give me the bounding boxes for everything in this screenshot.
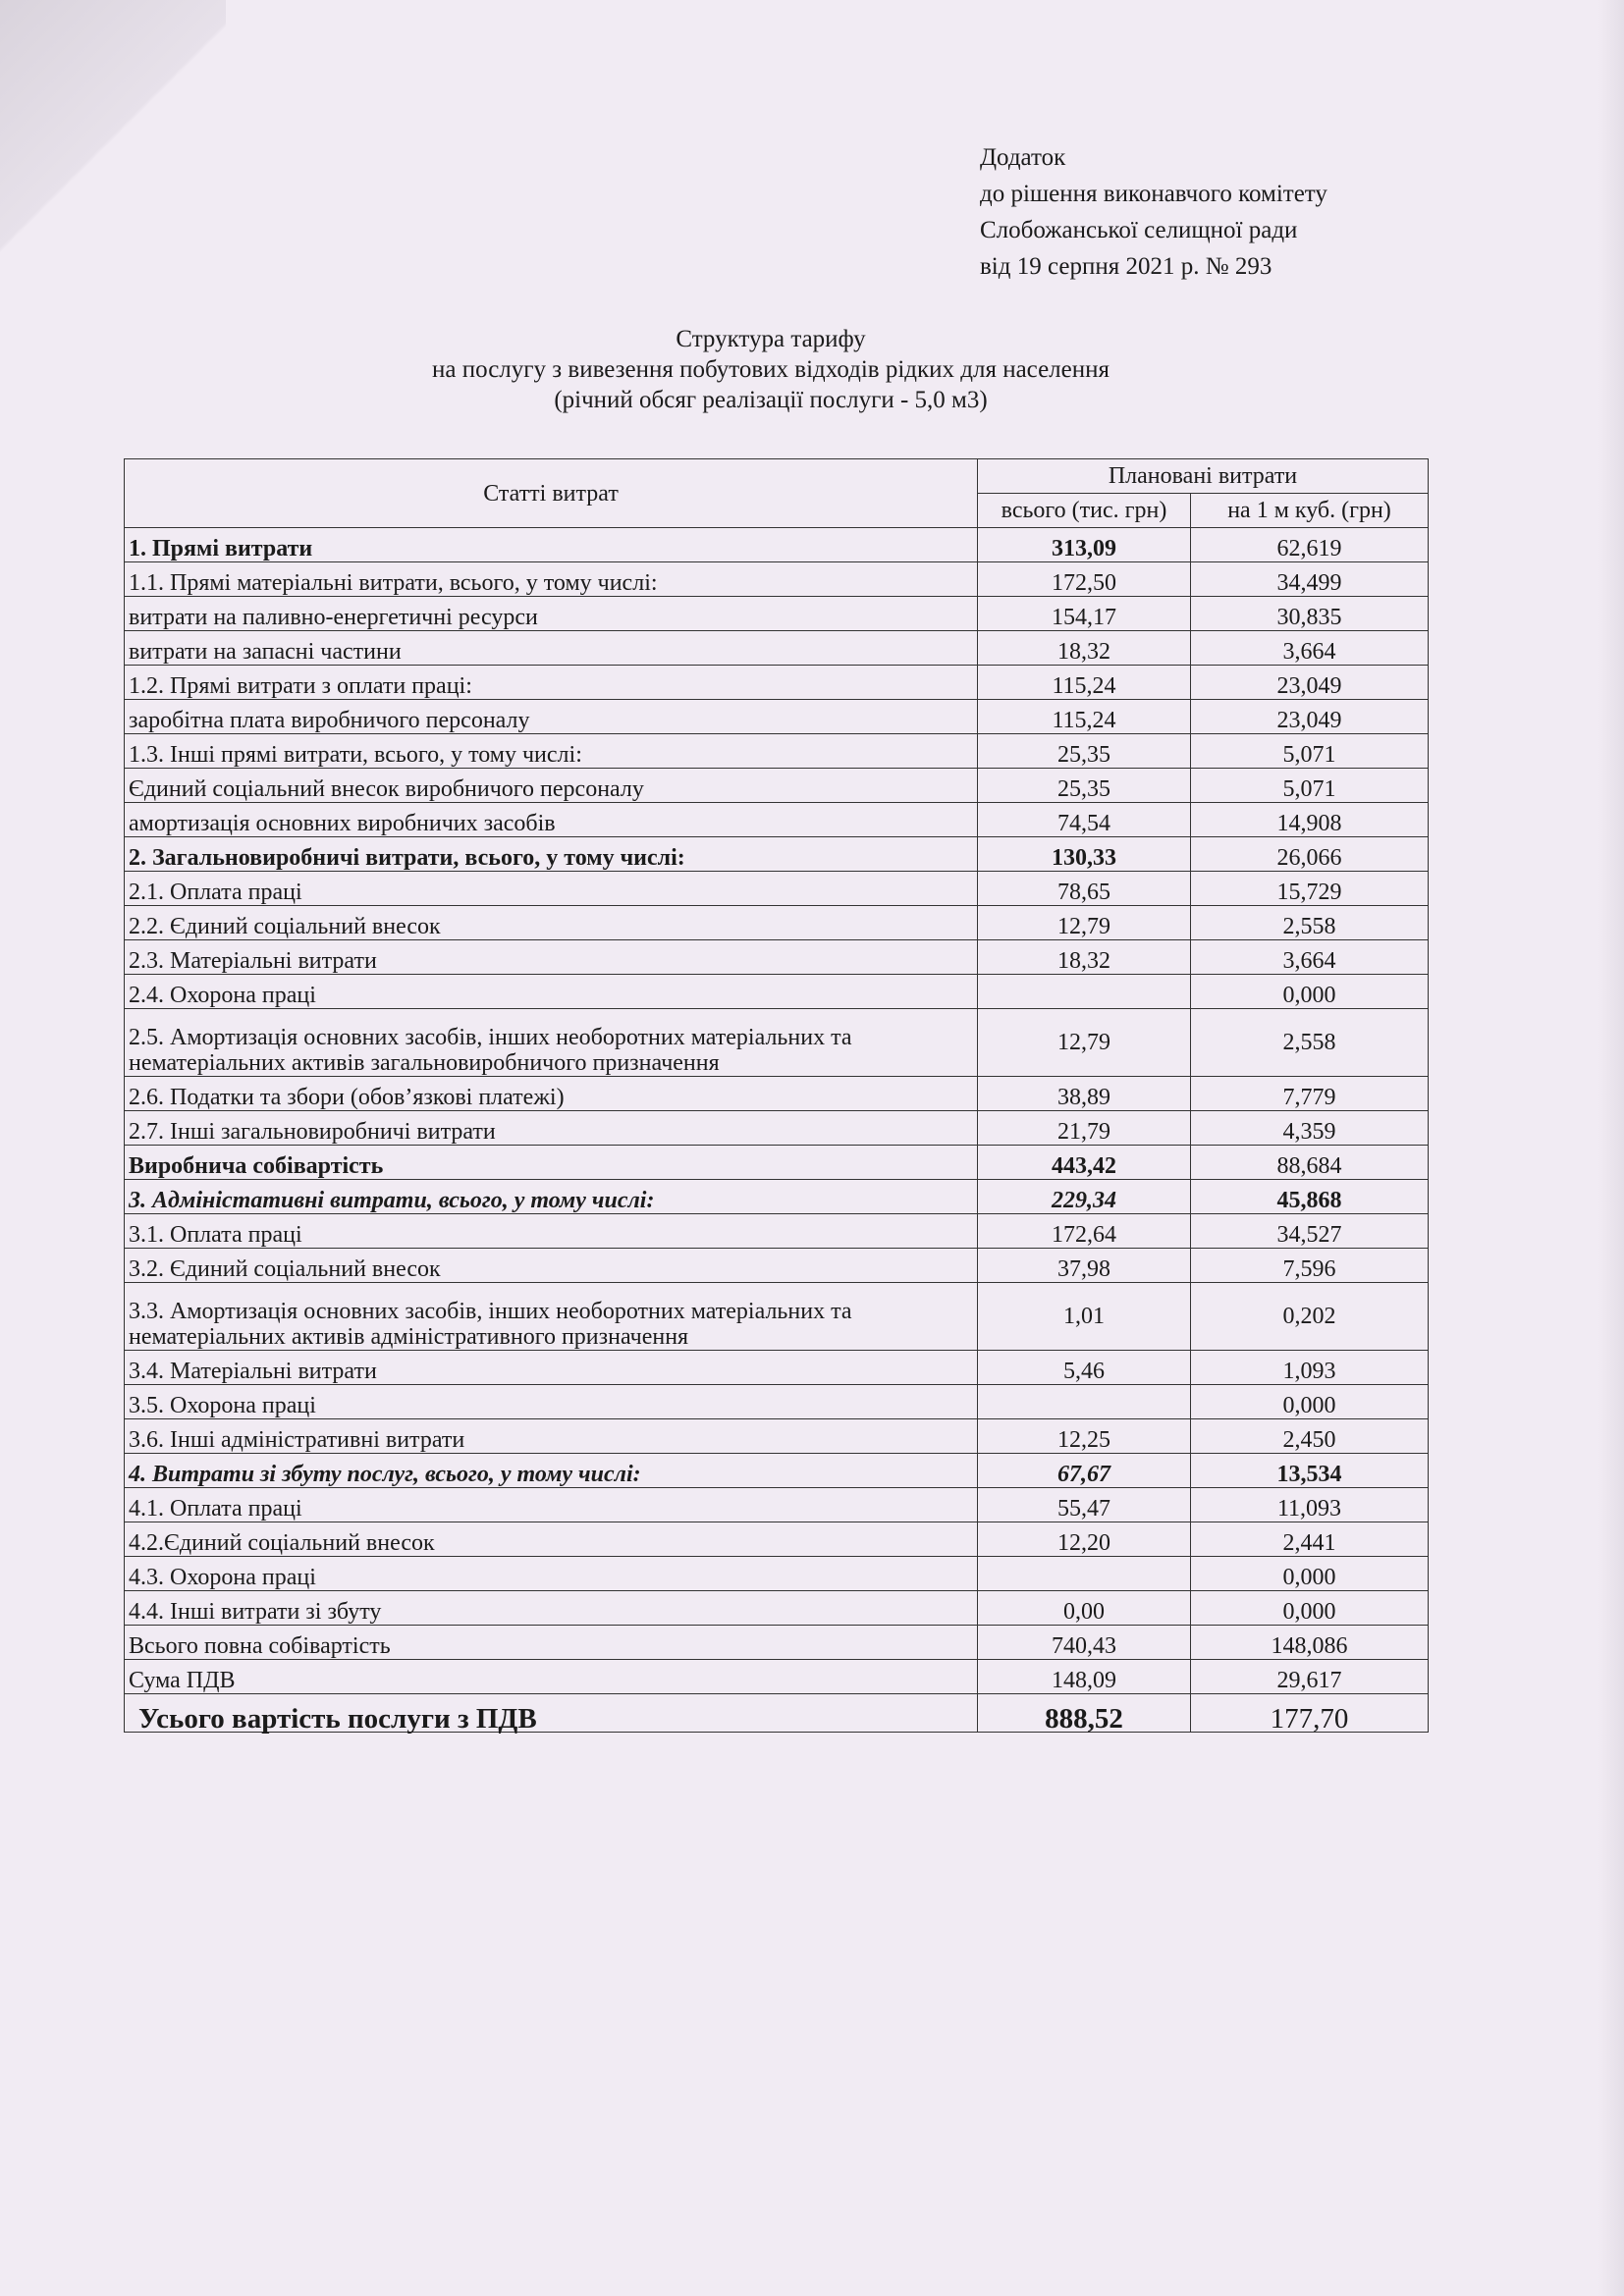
table-row [125,1146,1429,1180]
header-planned-costs: Плановані витрати [978,459,1429,494]
table-row [125,1180,1429,1214]
row-label: 1.2. Прямі витрати з оплати праці: [125,666,978,700]
row-label: 1. Прямі витрати [125,528,978,562]
table-row [125,1111,1429,1146]
row-label: 3.5. Охорона праці [125,1385,978,1419]
title-line-3: (річний обсяг реалізації послуги - 5,0 м3) [554,387,988,413]
row-total: 21,79 [978,1111,1191,1146]
row-total: 38,89 [978,1077,1191,1111]
row-label: 2.4. Охорона праці [125,975,978,1009]
appendix-line-2: до рішення виконавчого комітету [980,181,1327,207]
row-total: 172,50 [978,562,1191,597]
row-label: 3. Адміністативні витрати, всього, у тому числі: [125,1180,978,1214]
row-per-m3: 2,558 [1191,906,1429,940]
table-row [125,734,1429,769]
table-row [125,631,1429,666]
table-row [125,1283,1429,1351]
row-per-m3: 1,093 [1191,1351,1429,1385]
table-row [125,1454,1429,1488]
row-total: 115,24 [978,700,1191,734]
table-row [125,975,1429,1009]
row-per-m3: 0,000 [1191,975,1429,1009]
table-row [125,1385,1429,1419]
row-total: 0,00 [978,1591,1191,1626]
row-per-m3: 15,729 [1191,872,1429,906]
row-label: Виробнича собівартість [125,1146,978,1180]
row-label: Всього повна собівартість [125,1626,978,1660]
row-label: Усього вартість послуги з ПДВ [125,1694,978,1733]
row-per-m3: 2,558 [1191,1009,1429,1077]
row-total: 12,79 [978,1009,1191,1077]
row-total: 25,35 [978,734,1191,769]
table-row [125,906,1429,940]
row-total: 25,35 [978,769,1191,803]
row-per-m3: 0,000 [1191,1557,1429,1591]
row-label: 1.3. Інші прямі витрати, всього, у тому числі: [125,734,978,769]
header-total: всього (тис. грн) [978,494,1191,528]
row-per-m3: 2,450 [1191,1419,1429,1454]
row-label: Сума ПДВ [125,1660,978,1694]
row-label: 3.6. Інші адміністративні витрати [125,1419,978,1454]
table-row-grand-total [125,1694,1429,1733]
row-total: 55,47 [978,1488,1191,1522]
table-row [125,769,1429,803]
row-label: 4.1. Оплата праці [125,1488,978,1522]
row-label: 2.2. Єдиний соціальний внесок [125,906,978,940]
table-row [125,940,1429,975]
tariff-structure-table [124,458,1429,1733]
table-row [125,1488,1429,1522]
row-label: 2.7. Інші загальновиробничі витрати [125,1111,978,1146]
row-total: 115,24 [978,666,1191,700]
row-per-m3: 148,086 [1191,1626,1429,1660]
table-row [125,562,1429,597]
row-per-m3: 0,000 [1191,1591,1429,1626]
row-label: 4.4. Інші витрати зі збуту [125,1591,978,1626]
table-row [125,1419,1429,1454]
row-total: 1,01 [978,1283,1191,1351]
row-total: 148,09 [978,1660,1191,1694]
row-total: 78,65 [978,872,1191,906]
row-total: 740,43 [978,1626,1191,1660]
row-label: 2.5. Амортизація основних засобів, інших необоротних матеріальних та нематеріальних активів загальновиробничого призначення [125,1009,978,1077]
row-per-m3: 34,499 [1191,562,1429,597]
row-per-m3: 7,779 [1191,1077,1429,1111]
row-label: 2.3. Матеріальні витрати [125,940,978,975]
title-line-2: на послугу з вивезення побутових відходів рідких для населення [431,356,1110,383]
row-total: 888,52 [978,1694,1191,1733]
table-row [125,1009,1429,1077]
header-per-m3: на 1 м куб. (грн) [1191,494,1429,528]
row-label: 2.6. Податки та збори (обов’язкові платежі) [125,1077,978,1111]
row-per-m3: 23,049 [1191,700,1429,734]
row-per-m3: 29,617 [1191,1660,1429,1694]
row-per-m3: 7,596 [1191,1249,1429,1283]
scan-edge-shadow [1598,0,1624,2296]
row-total: 172,64 [978,1214,1191,1249]
row-per-m3: 26,066 [1191,837,1429,872]
row-label: 2.1. Оплата праці [125,872,978,906]
row-label: 4.2.Єдиний соціальний внесок [125,1522,978,1557]
row-label: 2. Загальновиробничі витрати, всього, у тому числі: [125,837,978,872]
row-per-m3: 45,868 [1191,1180,1429,1214]
row-total: 154,17 [978,597,1191,631]
row-per-m3: 88,684 [1191,1146,1429,1180]
row-per-m3: 5,071 [1191,769,1429,803]
row-total: 18,32 [978,940,1191,975]
row-total: 12,79 [978,906,1191,940]
header-cost-items: Статті витрат [125,459,978,528]
row-total: 74,54 [978,803,1191,837]
row-per-m3: 3,664 [1191,631,1429,666]
row-label: 4.3. Охорона праці [125,1557,978,1591]
row-total: 67,67 [978,1454,1191,1488]
table-row [125,1557,1429,1591]
row-per-m3: 23,049 [1191,666,1429,700]
row-per-m3: 13,534 [1191,1454,1429,1488]
row-label: витрати на паливно-енергетичні ресурси [125,597,978,631]
row-total: 12,20 [978,1522,1191,1557]
row-per-m3: 2,441 [1191,1522,1429,1557]
row-total [978,1385,1191,1419]
appendix-line-3: Слобожанської селищної ради [980,217,1298,243]
table-row [125,837,1429,872]
row-label: 3.2. Єдиний соціальний внесок [125,1249,978,1283]
row-total: 18,32 [978,631,1191,666]
row-per-m3: 34,527 [1191,1214,1429,1249]
row-total: 229,34 [978,1180,1191,1214]
row-per-m3: 0,202 [1191,1283,1429,1351]
row-total: 5,46 [978,1351,1191,1385]
title-line-1: Структура тарифу [676,326,866,352]
row-per-m3: 11,093 [1191,1488,1429,1522]
row-per-m3: 4,359 [1191,1111,1429,1146]
row-label: 1.1. Прямі матеріальні витрати, всього, у тому числі: [125,562,978,597]
row-label: 3.4. Матеріальні витрати [125,1351,978,1385]
row-total: 313,09 [978,528,1191,562]
table-row [125,1660,1429,1694]
table-row [125,528,1429,562]
row-per-m3: 3,664 [1191,940,1429,975]
row-label: амортизація основних виробничих засобів [125,803,978,837]
table-row [125,1351,1429,1385]
row-label: 3.3. Амортизація основних засобів, інших необоротних матеріальних та нематеріальних активів адміністративного призначення [125,1283,978,1351]
row-per-m3: 0,000 [1191,1385,1429,1419]
row-label: 4. Витрати зі збуту послуг, всього, у тому числі: [125,1454,978,1488]
appendix-line-1: Додаток [980,144,1066,171]
table-row [125,872,1429,906]
table-row [125,803,1429,837]
row-total: 37,98 [978,1249,1191,1283]
document-title [0,324,1542,415]
table-row [125,1591,1429,1626]
row-per-m3: 5,071 [1191,734,1429,769]
table-row [125,597,1429,631]
row-total [978,1557,1191,1591]
table-row [125,1626,1429,1660]
appendix-header [980,139,1327,285]
row-per-m3: 62,619 [1191,528,1429,562]
table-row [125,1249,1429,1283]
table-row [125,666,1429,700]
row-per-m3: 177,70 [1191,1694,1429,1733]
appendix-line-4: від 19 серпня 2021 р. № 293 [980,253,1272,280]
row-total: 130,33 [978,837,1191,872]
table-row [125,1077,1429,1111]
table-row [125,1522,1429,1557]
row-label: 3.1. Оплата праці [125,1214,978,1249]
table-row [125,1214,1429,1249]
row-total: 443,42 [978,1146,1191,1180]
row-label: заробітна плата виробничого персоналу [125,700,978,734]
row-total: 12,25 [978,1419,1191,1454]
table-row [125,700,1429,734]
row-total [978,975,1191,1009]
scan-page-corner [0,0,226,324]
row-label: Єдиний соціальний внесок виробничого персоналу [125,769,978,803]
row-per-m3: 14,908 [1191,803,1429,837]
row-label: витрати на запасні частини [125,631,978,666]
row-per-m3: 30,835 [1191,597,1429,631]
